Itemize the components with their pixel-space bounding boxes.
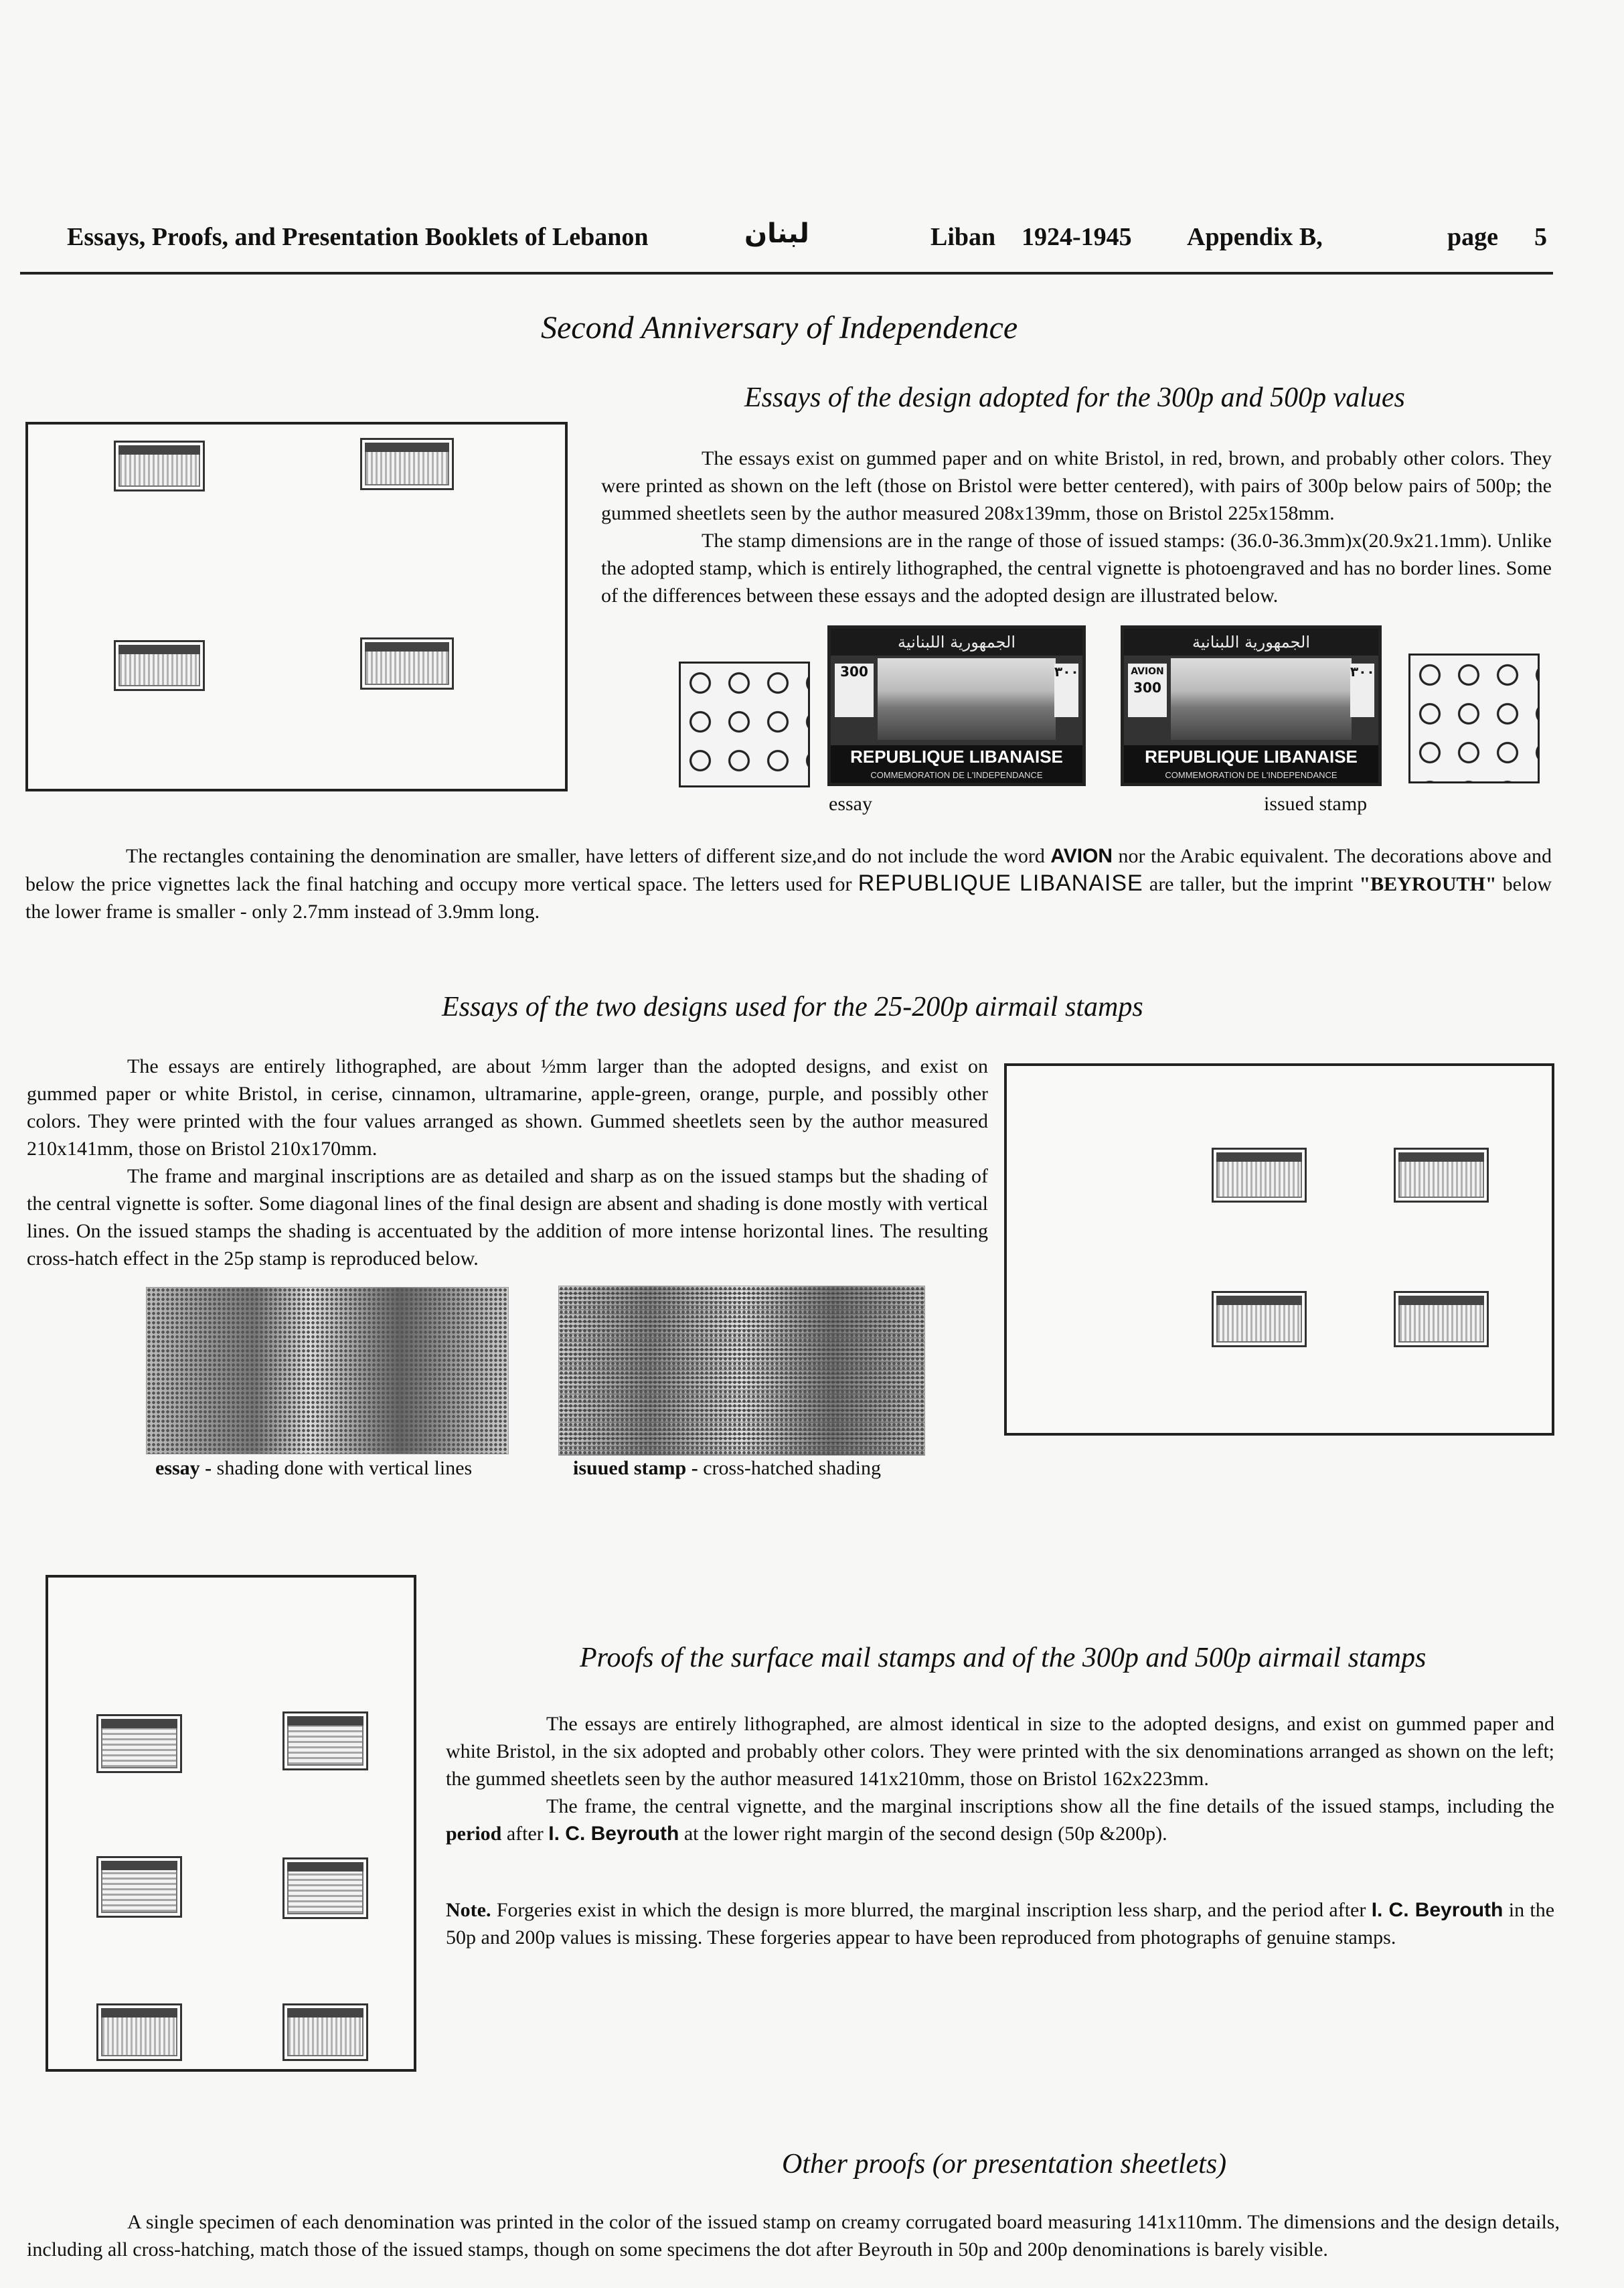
stamp-arabic-inscription: الجمهورية اللبنانية	[1124, 629, 1378, 656]
essay-stamp-300p	[114, 640, 205, 691]
essay-decoration-detail	[679, 662, 810, 787]
caption-issued-stamp: issued stamp	[1264, 793, 1368, 815]
essays-paragraph-1: The essays exist on gummed paper and on white Bristol, in red, brown, and probably other colors. They were printed as shown on the left (those on Bristol were better centered), with pairs of 300p below pairs of 500p; the gummed sheetlets seen by the author measured 208x139mm, those on Bristol 225x158mm.	[601, 447, 1552, 524]
essay-stamp-500p	[360, 438, 454, 490]
header-rule	[20, 272, 1553, 275]
proofs-paragraph-2	[446, 1793, 1554, 1847]
proofs-period: period	[446, 1823, 502, 1845]
stamp-republique-band: REPUBLIQUE LIBANAISE	[831, 745, 1082, 768]
proofs-paragraph-1: The essays are entirely lithographed, are almost identical in size to the adopted designs, and exist on gummed paper and white Bristol, in the six adopted and probably other colors. They were printed with the six denominations arranged as shown on the left; the gummed sheetlets seen by the author measured 141x210mm, those on Bristol 162x223mm.	[446, 1713, 1554, 1790]
note-ic-beyrouth: I. C. Beyrouth	[1371, 1899, 1504, 1921]
airmail-essays-description	[27, 1053, 988, 1272]
essay-stamp-500p	[114, 441, 205, 491]
proofs-after: after	[506, 1823, 544, 1845]
essays-description	[601, 445, 1552, 609]
section-title-proofs: Proofs of the surface mail stamps and of the 300p and 500p airmail stamps	[580, 1643, 1427, 1673]
issued-decoration-detail	[1408, 654, 1540, 783]
note-text-b: in the 50p and 200p values is missing. These forgeries appear to have been reproduced from photographs of genuine stamps.	[446, 1899, 1555, 1949]
issued-shading-detail	[558, 1286, 925, 1456]
sheetlet-airmail-25-200p	[1004, 1063, 1554, 1436]
proofs-para2-text-a: The frame, the central vignette, and the marginal inscriptions show all the fine details of the issued stamps, including the	[546, 1795, 1554, 1817]
caption-essay-shading	[155, 1457, 472, 1480]
proofs-para2-text-b: at the lower right margin of the second design (50p &200p).	[683, 1823, 1167, 1845]
airmail-paragraph-2: The frame and marginal inscriptions are as detailed and sharp as on the issued stamps but the shading of the central vignette is softer. Some diagonal lines of the final design are absent and shading is done mostly with vertical lines. On the issued stamps the shading is accentuated by the addition of more intense horizontal lines. The resulting cross-hatch effect in the 25p stamp is reproduced below.	[27, 1165, 988, 1270]
other-proofs-description	[27, 2208, 1560, 2263]
subtitle-300p-500p-essays: Essays of the design adopted for the 300p and 500p values	[744, 382, 1405, 413]
essay-denomination: 300	[835, 664, 874, 717]
differences-paragraph	[25, 842, 1552, 925]
proofs-description	[446, 1710, 1554, 1847]
stamp-commemoration-line: COMMEMORATION DE L'INDEPENDANCE	[1124, 768, 1378, 783]
diff-republique-libanaise: REPUBLIQUE LIBANAISE	[858, 870, 1143, 896]
stamp-arabic-inscription: الجمهورية اللبنانية	[831, 629, 1082, 656]
section-title-other-proofs: Other proofs (or presentation sheetlets)	[782, 2149, 1227, 2180]
diff-beyrouth: "BEYROUTH"	[1359, 873, 1497, 895]
essay-shading-detail	[146, 1287, 509, 1454]
caption-essay: essay	[829, 793, 872, 815]
stamp-vignette	[878, 658, 1056, 740]
issued-stamp-image	[1121, 625, 1382, 786]
surface-proof-stamp	[282, 1711, 368, 1770]
surface-proof-stamp	[282, 1857, 368, 1919]
airmail-essay-stamp	[1394, 1148, 1489, 1203]
issued-denomination-arabic: ٣٠٠	[1350, 664, 1374, 717]
diff-text-a: The rectangles containing the denomination are smaller, have letters of different size,and do not include the word	[126, 845, 1045, 867]
forgeries-note	[446, 1896, 1554, 1951]
airmail-essay-stamp	[1212, 1148, 1307, 1203]
header-appendix: Appendix B,	[1187, 223, 1323, 251]
header-liban: Liban	[930, 223, 996, 251]
diff-avion: AVION	[1050, 845, 1113, 867]
caption-essay-label: essay -	[155, 1457, 212, 1479]
diff-text-b: nor the Arabic equivalent. The decorations above and below the price vignettes lack the final hatching and occupy more vertical space. The letters used for	[25, 845, 1552, 895]
surface-proof-stamp	[96, 1856, 182, 1918]
airmail-proof-stamp	[282, 2003, 368, 2061]
airmail-essay-stamp	[1212, 1291, 1307, 1347]
note-text-a: Forgeries exist in which the design is more blurred, the marginal inscription less sharp, and the period after	[496, 1899, 1366, 1921]
other-proofs-paragraph: A single specimen of each denomination was printed in the color of the issued stamp on creamy corrugated board measuring 141x110mm. The dimensions and the design details, including all cross-hatching, match those of the issued stamps, though on some specimens the dot after Beyrouth in 50p and 200p denominations is barely visible.	[27, 2211, 1560, 2261]
stamp-commemoration-line: COMMEMORATION DE L'INDEPENDANCE	[831, 768, 1082, 783]
arabic-title: لبنان	[744, 218, 809, 249]
surface-proof-stamp	[96, 1714, 182, 1773]
diff-text-c: are taller, but the imprint	[1149, 873, 1354, 895]
diff-text-d: below the lower frame is smaller - only 2.7mm instead of 3.9mm long.	[25, 873, 1552, 923]
caption-essay-text: shading done with vertical lines	[216, 1457, 473, 1479]
essays-paragraph-2: The stamp dimensions are in the range of those of issued stamps: (36.0-36.3mm)x(20.9x21.1mm). Unlike the adopted stamp, which is entirely lithographed, the central vignette is photoengraved and has no border lines. Some of the differences between these essays and the adopted design are illustrated below.	[601, 530, 1552, 607]
issued-value: 300	[1133, 680, 1161, 696]
caption-issued-shading	[573, 1457, 881, 1480]
issued-denomination	[1128, 664, 1167, 717]
sheetlet-surface-mail-proofs	[46, 1575, 416, 2072]
running-title: Essays, Proofs, and Presentation Booklets of Lebanon	[67, 223, 649, 251]
essay-stamp-300p	[360, 637, 454, 690]
note-label: Note.	[446, 1899, 491, 1921]
header-page-number: 5	[1534, 223, 1547, 251]
airmail-proof-stamp	[96, 2003, 182, 2061]
airmail-paragraph-1: The essays are entirely lithographed, are about ½mm larger than the adopted designs, and exist on gummed paper or white Bristol, in cerise, cinnamon, ultramarine, apple-green, orange, purple, and possibly other colors. They were printed with the four values arranged as shown. Gummed sheetlets seen by the author measured 210x141mm, those on Bristol 210x170mm.	[27, 1055, 988, 1160]
essay-stamp-image	[827, 625, 1086, 786]
airmail-essay-stamp	[1394, 1291, 1489, 1347]
caption-issued-label: isuued stamp -	[573, 1457, 698, 1479]
section-title-independence: Second Anniversary of Independence	[541, 310, 1018, 346]
essay-denomination-arabic: ٣٠٠	[1054, 664, 1078, 717]
sheetlet-300p-500p	[25, 422, 568, 791]
caption-issued-text: cross-hatched shading	[703, 1457, 881, 1479]
header-page-label: page	[1447, 223, 1498, 251]
proofs-ic-beyrouth: I. C. Beyrouth	[548, 1823, 679, 1845]
section-title-airmail-essays: Essays of the two designs used for the 25-200p airmail stamps	[442, 992, 1143, 1022]
stamp-vignette	[1171, 658, 1352, 740]
issued-avion-label: AVION	[1131, 666, 1164, 677]
header-years: 1924-1945	[1022, 223, 1132, 251]
stamp-republique-band: REPUBLIQUE LIBANAISE	[1124, 745, 1378, 768]
